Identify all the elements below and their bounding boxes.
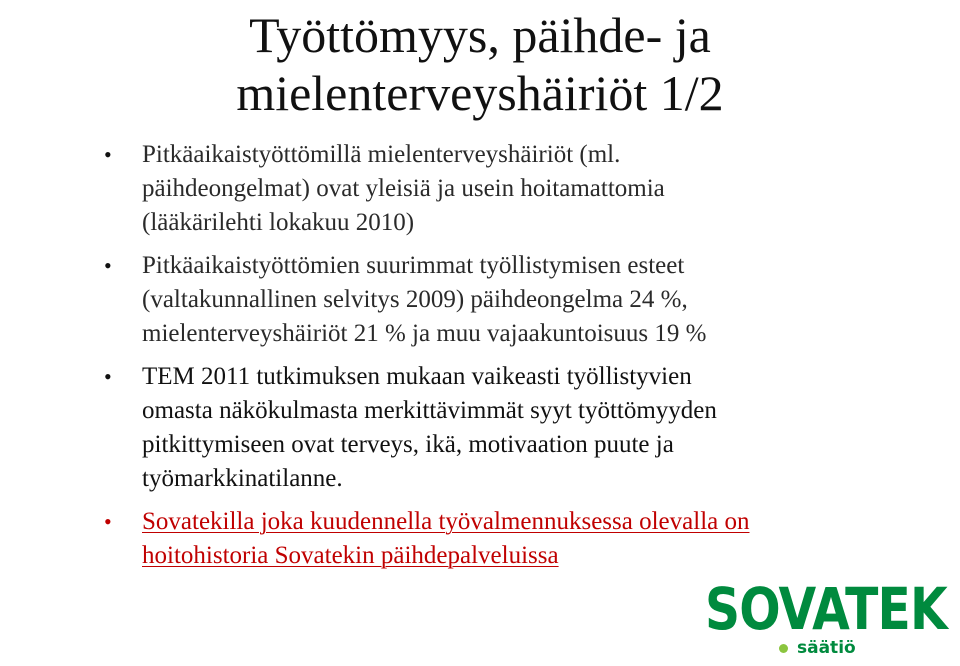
bullet-text [142,360,960,496]
sovatek-logo [705,575,947,660]
bullet-line: TEM 2011 tutkimuksen mukaan vaikeasti työllistyvien [142,363,692,390]
bullet-dot-icon: • [104,142,112,167]
logo-subtitle: säätiö [797,638,856,658]
logo-dot-icon [779,644,788,653]
bullet-dot-icon: • [104,509,112,534]
title-line: Työttömyys, päihde- ja [249,7,711,63]
bullet-item [0,249,960,351]
bullet-text [142,505,960,573]
bullet-item [0,360,960,496]
bullet-line: (lääkärilehti lokakuu 2010) [142,209,415,236]
title-line: mielenterveyshäiriöt 1/2 [236,65,724,121]
bullet-line: (valtakunnallinen selvitys 2009) päihdeongelma 24 %, [142,286,688,313]
logo-wordmark: SOVATEK [705,575,947,643]
bullet-line: Pitkäaikaistyöttömien suurimmat työllistymisen esteet [142,252,685,279]
bullet-dot-icon: • [104,253,112,278]
bullet-line: omasta näkökulmasta merkittävimmät syyt työttömyyden [142,397,717,424]
bullet-line: Pitkäaikaistyöttömillä mielenterveyshäiriöt (ml. [142,141,621,168]
bullet-text [142,249,960,351]
bullet-text [142,138,960,240]
bullet-list [0,138,960,582]
bullet-dot-icon: • [104,364,112,389]
bullet-item [0,138,960,240]
bullet-item-highlight [0,505,960,573]
bullet-line: Sovatekilla joka kuudennella työvalmennuksessa olevalla on [142,508,750,535]
bullet-line: hoitohistoria Sovatekin päihdepalveluissa [142,542,559,569]
slide-title [0,6,960,122]
bullet-line: päihdeongelmat) ovat yleisiä ja usein hoitamattomia [142,175,665,202]
bullet-line: mielenterveyshäiriöt 21 % ja muu vajaakuntoisuus 19 % [142,320,707,347]
bullet-line: pitkittymiseen ovat terveys, ikä, motivaation puute ja [142,431,674,458]
bullet-line: työmarkkinatilanne. [142,465,343,492]
